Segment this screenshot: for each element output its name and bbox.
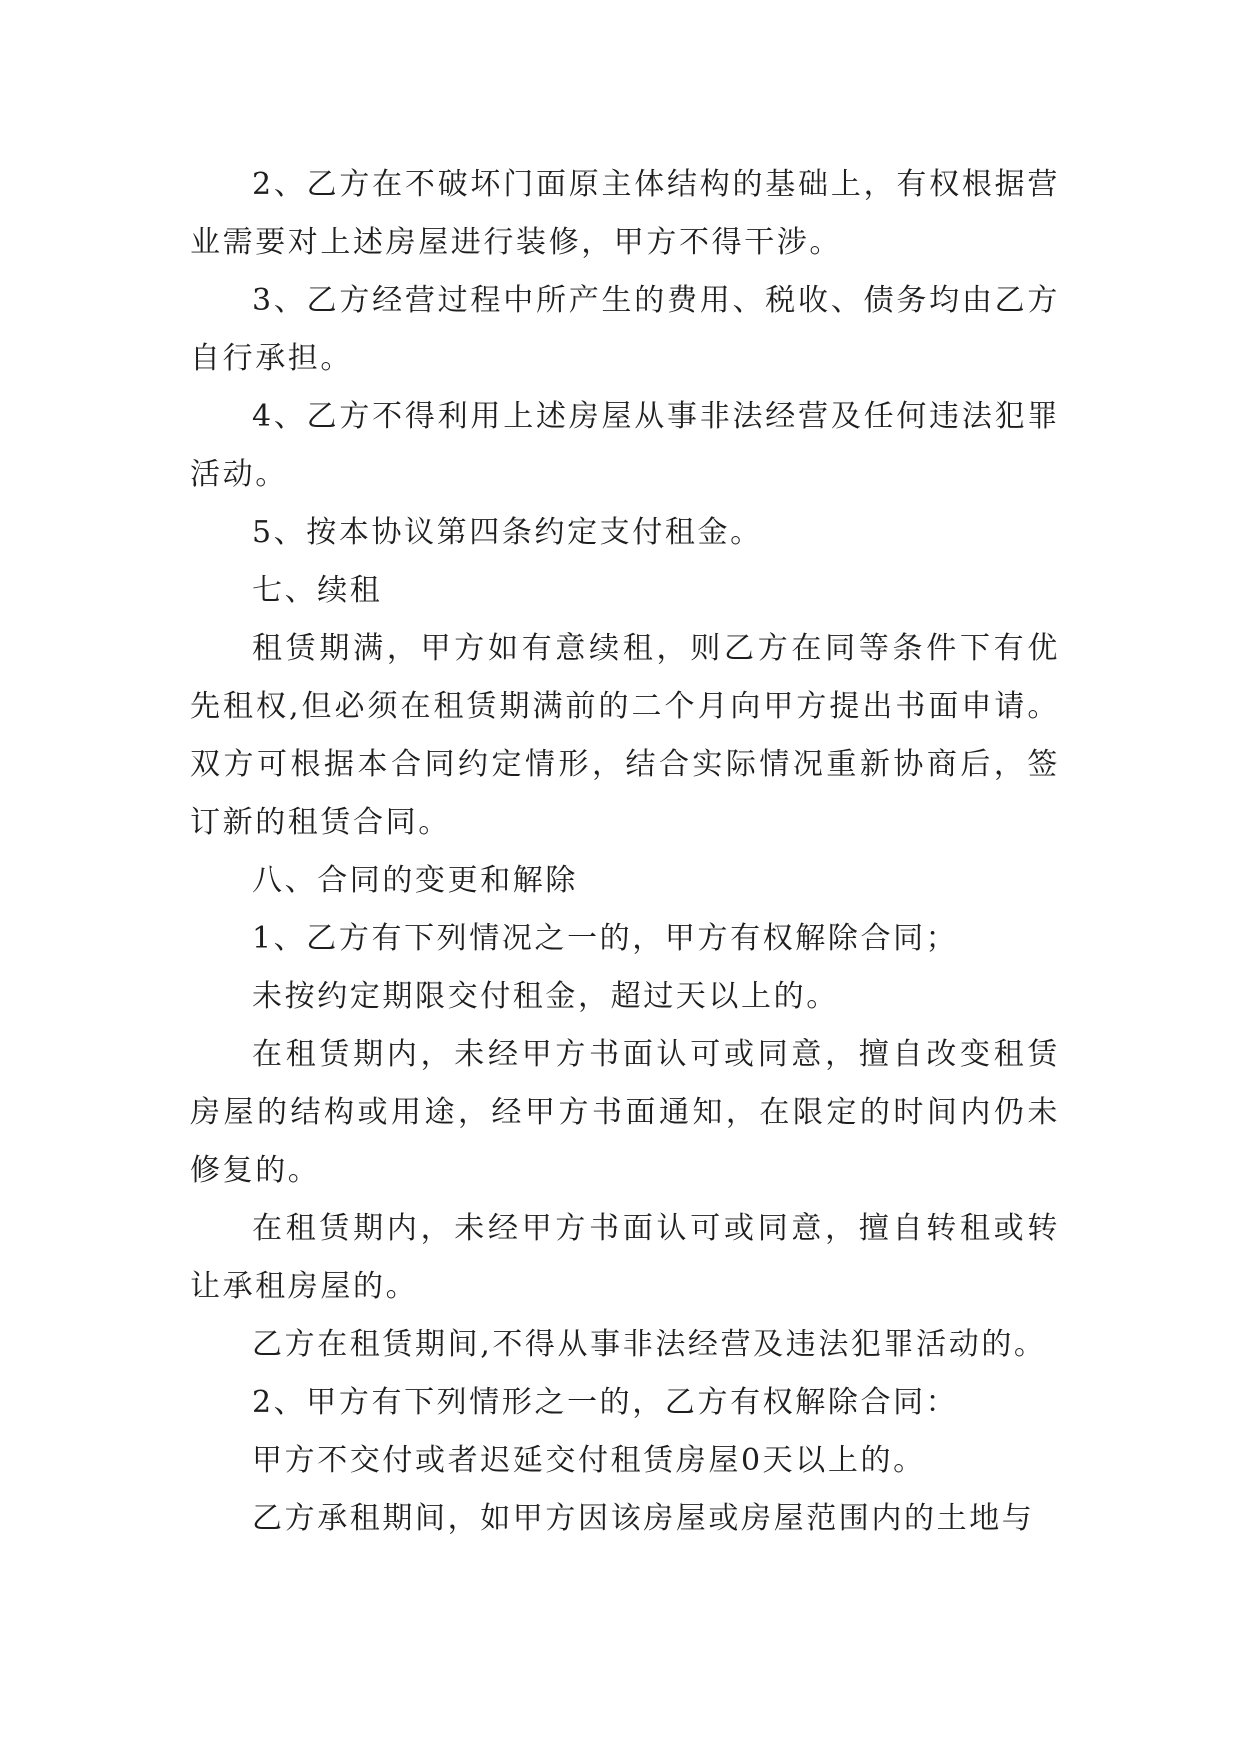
paragraph-pay-rent: 5、按本协议第四条约定支付租金。 [252, 515, 763, 550]
paragraph-sublease: 在租赁期内，未经甲方书面认可或同意，擅自转租或转让承租房屋的。 [190, 1211, 1060, 1304]
paragraph-land-issue: 乙方承租期间，如甲方因该房屋或房屋范围内的土地与 [252, 1501, 1035, 1536]
paragraph-structure-change: 在租赁期内，未经甲方书面认可或同意，擅自改变租赁房屋的结构或用途，经甲方书面通知，在限定的时间内仍未修复的。 [190, 1037, 1060, 1188]
paragraph-lessee-termination: 2、甲方有下列情形之一的，乙方有权解除合同： [252, 1385, 959, 1420]
section-heading-change-termination: 八、合同的变更和解除 [252, 863, 578, 898]
document-body [190, 156, 1060, 1548]
section-heading-renewal: 七、续租 [252, 573, 383, 608]
paragraph-renewal-terms: 租赁期满，甲方如有意续租，则乙方在同等条件下有优先租权,但必须在租赁期满前的二个月向甲方提出书面申请。双方可根据本合同约定情形，结合实际情况重新协商后，签订新的租赁合同。 [190, 631, 1060, 840]
paragraph-costs-borne: 3、乙方经营过程中所产生的费用、税收、债务均由乙方自行承担。 [190, 283, 1060, 376]
paragraph-late-delivery: 甲方不交付或者迟延交付租赁房屋0天以上的。 [252, 1443, 926, 1478]
paragraph-renovation-right: 2、乙方在不破坏门面原主体结构的基础上，有权根据营业需要对上述房屋进行装修，甲方不得干涉。 [190, 167, 1060, 260]
paragraph-late-rent: 未按约定期限交付租金，超过天以上的。 [252, 979, 839, 1014]
paragraph-no-illegal-use: 4、乙方不得利用上述房屋从事非法经营及任何违法犯罪活动。 [190, 399, 1060, 492]
paragraph-lessor-termination: 1、乙方有下列情况之一的，甲方有权解除合同； [252, 921, 959, 956]
paragraph-illegal-activity: 乙方在租赁期间,不得从事非法经营及违法犯罪活动的。 [252, 1327, 1047, 1362]
